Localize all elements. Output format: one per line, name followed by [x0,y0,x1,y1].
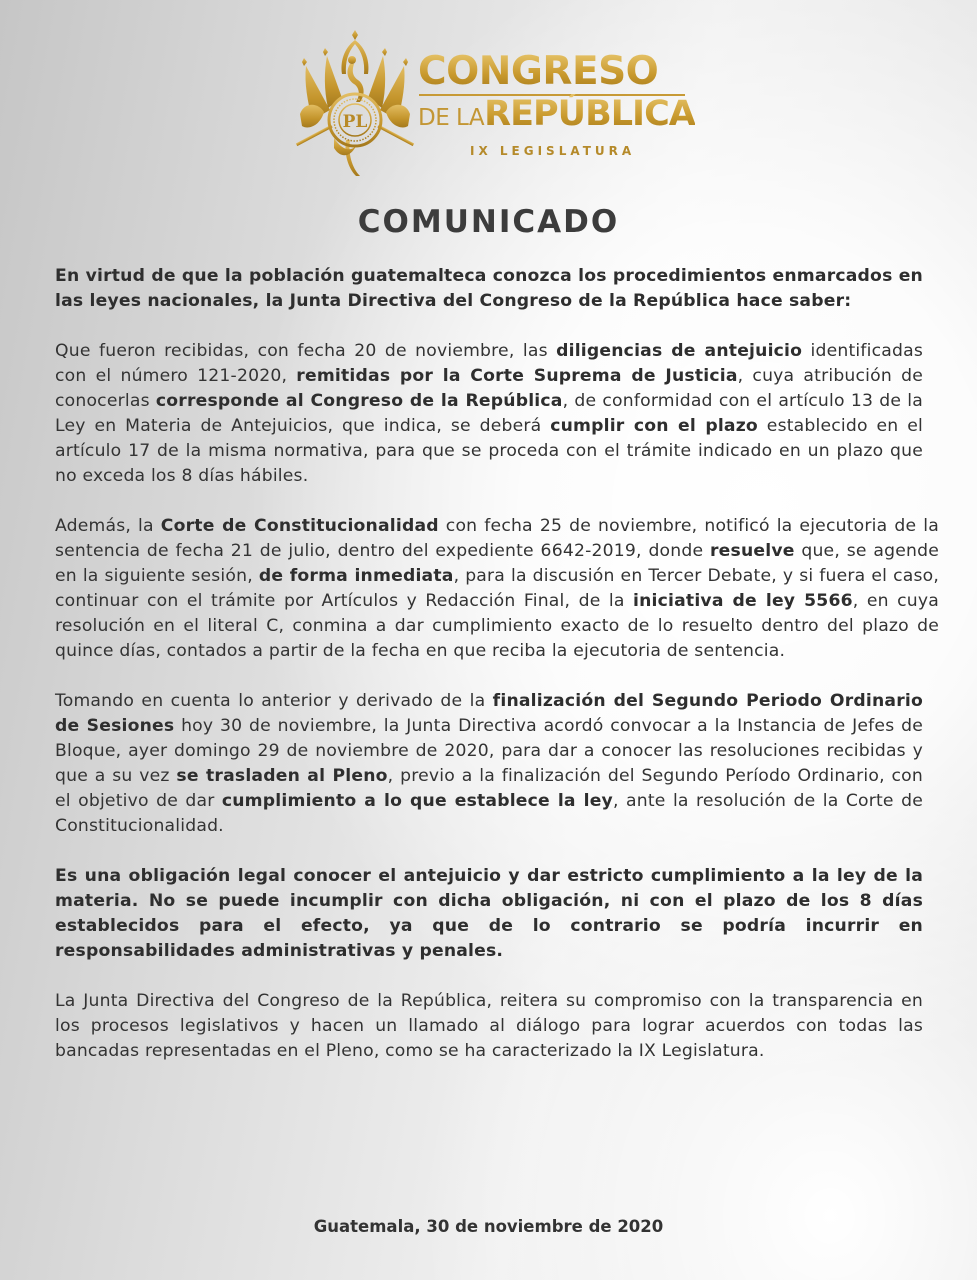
bold-text-segment: Corte de Constitucionalidad [160,516,439,536]
logo-line-republica [418,96,695,138]
text-segment: La Junta Directiva del Congreso de la República, reitera su compromiso con la transparencia en los procesos legislativos y hacen un llamado al diálogo para lograr acuerdos con todas las bancadas representadas en el Pleno, como se ha caracterizado la IX Legislatura. [55,991,923,1061]
paragraph-segundo-periodo [55,689,923,839]
logo-republica: REPÚBLICA [484,94,695,134]
bold-text-segment: cumplir con el plazo [550,416,758,436]
text-segment: , para la discusión en Tercer Debate, y si fuera el caso, continuar con el trámite por Artículos y Redacción Final, de la [55,566,939,611]
congreso-wordmark [418,49,698,158]
text-segment: , de conformidad con el artículo 13 de la Ley en Materia de Antejuicios, que indica, se deberá [55,391,923,436]
bold-text-segment: remitidas por la Corte Suprema de Justicia [296,366,738,386]
paragraph-obligacion-legal [55,864,923,964]
communique-body [55,264,939,1089]
paragraph-antejuicio [55,339,923,489]
bold-text-segment: de forma inmediata [258,566,454,586]
text-segment: Que fueron recibidas, con fecha 20 de noviembre, las [55,341,557,361]
bold-text-segment: finalización del Segundo Periodo Ordinario de Sesiones [55,691,923,736]
congreso-logo [290,22,695,182]
text-segment: hoy 30 de noviembre, la Junta Directiva acordó convocar a la Instancia de Jefes de Bloque, ayer domingo 29 de noviembre de 2020, para dar a conocer las resoluciones recibidas y que a su vez [55,716,923,786]
bold-text-segment: diligencias de antejuicio [556,341,803,361]
paragraph-intro [55,264,923,314]
text-segment: que, se agende en la siguiente sesión, [55,541,939,586]
logo-de-la: DE LA [418,105,485,131]
logo-legislatura: IX LEGISLATURA [470,144,636,158]
text-segment: , cuya atribución de conocerlas [55,366,923,411]
page-title: COMUNICADO [357,204,620,240]
bold-text-segment: se trasladen al Pleno [176,766,388,786]
coat-of-arms-emblem-icon [290,22,420,182]
text-segment: establecido en el artículo 17 de la misma normativa, para que se proceda con el trámite indicado en un plazo que no exceda los 8 días hábiles. [55,416,923,486]
text-segment: , previo a la finalización del Segundo Período Ordinario, con el objetivo de dar [55,766,923,811]
bold-text-segment: iniciativa de ley 5566 [633,591,853,611]
paragraph-compromiso [55,989,923,1064]
bold-text-segment: corresponde al Congreso de la República [155,391,563,411]
bold-text-segment: Es una obligación legal conocer el antejuicio y dar estricto cumplimiento a la ley de la materia. No se puede incumplir con dicha obligación, ni con el plazo de los 8 días establecidos para el efecto, ya que de lo contrario se podría incurrir en responsabilidades administrativas y penales. [55,866,923,961]
text-segment: , ante la resolución de la Corte de Constitucionalidad. [55,791,923,836]
emblem-monogram: PL [342,112,368,132]
paragraph-corte-constitucionalidad [55,514,939,664]
place-and-date: Guatemala, 30 de noviembre de 2020 [313,1217,664,1236]
text-segment: identificadas con el número 121-2020, [55,341,924,386]
text-segment: Además, la [55,516,161,536]
text-segment: con fecha 25 de noviembre, notificó la ejecutoria de la sentencia de fecha 21 de julio, dentro del expediente 6642-2019, donde [55,516,939,561]
logo-line-congreso: CONGRESO [418,52,698,92]
bold-text-segment: resuelve [710,541,795,561]
bold-text-segment: cumplimiento a lo que establece la ley [221,791,613,811]
text-segment: Tomando en cuenta lo anterior y derivado de la [55,691,493,711]
text-segment: , en cuya resolución en el literal C, conmina a dar cumplimiento exacto de lo resuelto dentro del plazo de quince días, contados a partir de la fecha en que reciba la ejecutoria de sentencia. [55,591,939,661]
bold-text-segment: En virtud de que la población guatemalteca conozca los procedimientos enmarcados en las leyes nacionales, la Junta Directiva del Congreso de la República hace saber: [55,266,923,311]
